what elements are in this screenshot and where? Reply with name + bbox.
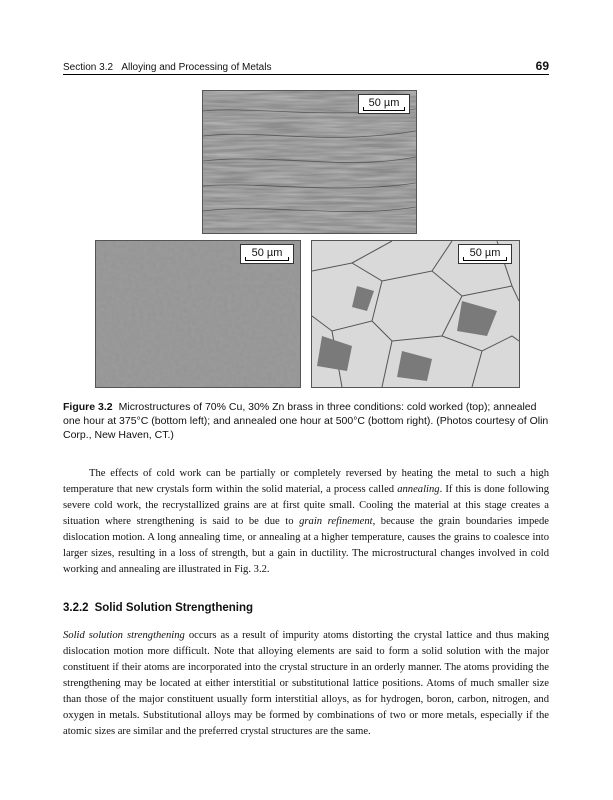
running-header	[63, 59, 549, 75]
figure-caption-text: Microstructures of 70% Cu, 30% Zn brass in three conditions: cold worked (top); annealed one hour at 375°C (bottom left); and annealed one hour at 500°C (bottom right). (Photos courtesy of Olin Corp., New Haven, CT.)	[63, 401, 549, 441]
figure-label: Figure 3.2	[63, 401, 113, 413]
section-number: 3.2.2	[63, 602, 89, 614]
term-solid-solution-strengthening: Solid solution strengthening	[63, 630, 185, 641]
running-header-section: Section 3.2 Alloying and Processing of Metals	[63, 62, 272, 73]
section-heading	[63, 602, 253, 614]
page-number: 69	[535, 59, 549, 73]
term-grain-refinement: grain refinement	[299, 516, 373, 527]
term-annealing: annealing	[397, 484, 440, 495]
paragraph-annealing: The effects of cold work can be partially or completely reversed by heating the metal to such a high temperature that new crystals form within the solid material, a process called annealing. If this is done following severe cold work, the recrystallized grains are at first quite small. Cooling the material at this stage creates a situation where strengthening is said to be due to grain refinement, because the grain boundaries impede dislocation motion. A long annealing time, or annealing at a higher temperature, causes the grains to coalesce into larger sizes, resulting in a loss of strength, but a gain in ductility. The microstructural changes involved in cold working and annealing are illustrated in Fig. 3.2.	[63, 468, 550, 575]
scale-bar-bottom-left: 50 µm	[240, 244, 294, 264]
paragraph-solid-solution: Solid solution strengthening occurs as a result of impurity atoms distorting the crystal lattice and thus making dislocation motion more difficult. Note that alloying elements are said to form a solid solution with the major constituent if their atoms are incorporated into the crystal structure in an orderly manner. The atoms providing the strengthening may be located at either interstitial or substitutional lattice positions. Atoms of much smaller size than those of the major constituent usually form interstitial alloys, as for hydrogen, boron, carbon, nitrogen, and oxygen in metals. Substitutional alloys may be formed by combinations of two or more metals, especially if the atomic sizes are similar and the preferred crystal structures are the same.	[63, 630, 549, 737]
section-title: Solid Solution Strengthening	[94, 602, 254, 614]
figure-caption	[63, 400, 549, 442]
scale-bar-top: 50 µm	[358, 94, 410, 114]
header-rule	[63, 74, 549, 75]
scale-bar-bottom-right: 50 µm	[458, 244, 512, 264]
